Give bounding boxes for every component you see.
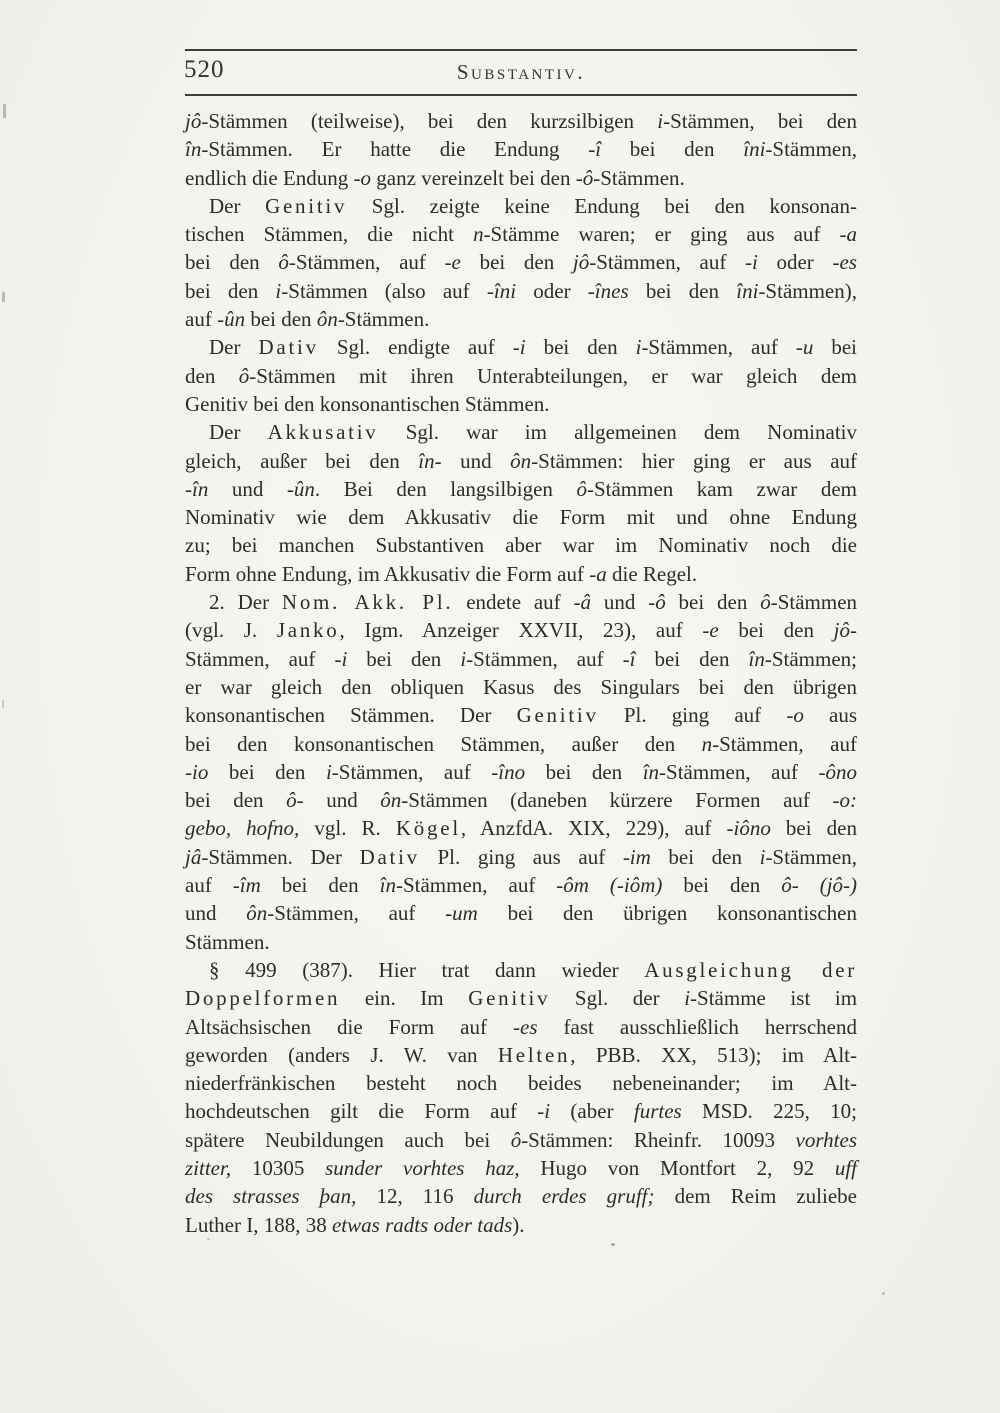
text-line: endlich die Endung -o ganz vereinzelt bei den -ô-Stämmen.: [185, 165, 685, 190]
scan-artifact: [2, 292, 5, 302]
text-line: zitter, 10305 sunder vorhtes haz, Hugo von Montfort 2, 92 uff: [185, 1155, 858, 1180]
text-line: hochdeutschen gilt die Form auf -i (aber furtes MSD. 225, 10;: [185, 1099, 857, 1124]
text-line: în-Stämmen. Er hatte die Endung -î bei den îni-Stämmen,: [185, 137, 857, 162]
text-line: den ô-Stämmen mit ihren Unterabteilungen, er war gleich dem: [185, 363, 857, 388]
text-line: niederfränkischen besteht noch beides nebeneinander; im Alt-: [185, 1071, 857, 1096]
text-line: und ôn-Stämmen, auf -um bei den übrigen konsonantischen: [185, 901, 857, 926]
text-line: Form ohne Endung, im Akkusativ die Form auf -a die Regel.: [185, 561, 698, 586]
text-line: Doppelformen ein. Im Genitiv Sgl. der i-Stämme ist im: [185, 986, 858, 1011]
text-line: spätere Neubildungen auch bei ô-Stämmen: Rheinfr. 10093 vorhtes: [185, 1127, 857, 1152]
text-line: Der Dativ Sgl. endigte auf -i bei den i-Stämmen, auf -u bei: [209, 335, 858, 360]
header-rule-bottom: [185, 94, 857, 96]
text-line: (vgl. J. Janko, Igm. Anzeiger XXVII, 23), auf -e bei den jô-: [185, 618, 858, 643]
scan-speck: [882, 1292, 885, 1295]
scan-artifact: [3, 104, 6, 118]
text-line: bei den konsonantischen Stämmen, außer den n-Stämmen, auf: [185, 731, 857, 756]
text-line: Nominativ wie dem Akkusativ die Form mit und ohne Endung: [185, 505, 857, 530]
text-line: gebo, hofno, vgl. R. Kögel, AnzfdA. XIX, 229), auf -iôno bei den: [185, 816, 858, 841]
text-line: jô-Stämmen (teilweise), bei den kurzsilbigen i-Stämmen, bei den: [185, 109, 858, 133]
text-line: auf -îm bei den în-Stämmen, auf -ôm (-iôm) bei den ô- (jô-): [185, 873, 858, 898]
text-line: jâ-Stämmen. Der Dativ Pl. ging aus auf -im bei den i-Stämmen,: [185, 844, 858, 869]
page-text: [185, 107, 857, 1239]
text-line: bei den i-Stämmen (also auf -îni oder -înes bei den îni-Stämmen),: [185, 278, 857, 303]
text-line: er war gleich den obliquen Kasus des Singulars bei den übrigen: [185, 674, 857, 699]
scan-speck: [611, 1243, 615, 1246]
text-line: § 499 (387). Hier trat dann wieder Ausgleichung der: [209, 957, 857, 982]
text-line: Genitiv bei den konsonantischen Stämmen.: [185, 391, 550, 416]
text-line: Altsächsischen die Form auf -es fast ausschließlich herrschend: [185, 1014, 857, 1039]
text-line: bei den ô- und ôn-Stämmen (daneben kürzere Formen auf -o:: [185, 788, 857, 813]
text-line: Der Akkusativ Sgl. war im allgemeinen dem Nominativ: [209, 420, 857, 445]
text-line: 2. Der Nom. Akk. Pl. endete auf -â und -ô bei den ô-Stämmen: [209, 590, 858, 615]
text-line: tischen Stämmen, die nicht n-Stämme waren; er ging aus auf -a: [185, 222, 857, 247]
text-line: -în und -ûn. Bei den langsilbigen ô-Stämmen kam zwar dem: [185, 476, 857, 501]
text-line: auf -ûn bei den ôn-Stämmen.: [185, 307, 430, 332]
text-line: Luther I, 188, 38 etwas radts oder tads).: [185, 1212, 525, 1237]
text-line: Stämmen.: [185, 929, 270, 954]
text-line: gleich, außer bei den în- und ôn-Stämmen: hier ging er aus auf: [185, 448, 858, 473]
text-line: Der Genitiv Sgl. zeigte keine Endung bei den konsonan-: [209, 193, 857, 218]
text-line: geworden (anders J. W. van Helten, PBB. XX, 513); im Alt-: [185, 1042, 857, 1067]
text-line: bei den ô-Stämmen, auf -e bei den jô-Stämmen, auf -i oder -es: [185, 250, 857, 275]
text-line: des strasses þan, 12, 116 durch erdes gruff; dem Reim zuliebe: [185, 1184, 857, 1209]
page-number: 520: [184, 56, 225, 83]
running-title: Substantiv.: [456, 60, 586, 84]
text-line: -io bei den i-Stämmen, auf -îno bei den în-Stämmen, auf -ôno: [185, 759, 857, 784]
header-rule-top: [185, 49, 857, 51]
text-line: zu; bei manchen Substantiven aber war im Nominativ noch die: [185, 533, 857, 558]
scan-artifact: [2, 700, 4, 708]
text-line: Stämmen, auf -i bei den i-Stämmen, auf -î bei den în-Stämmen;: [185, 646, 858, 671]
scan-speck: [207, 1238, 210, 1240]
text-line: konsonantischen Stämmen. Der Genitiv Pl. ging auf -o aus: [185, 703, 858, 728]
